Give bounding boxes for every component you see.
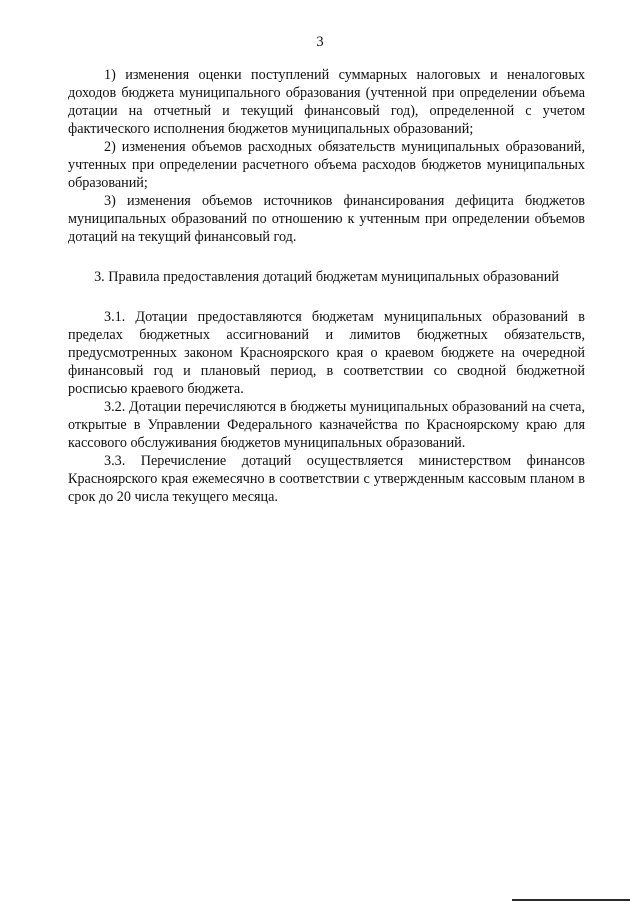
paragraph-3-1: 3.1. Дотации предоставляются бюджетам муниципальных образований в пределах бюджетных ассигнований и лимитов бюджетных обязательств, предусмотренных законом Красноярского края о краевом бюджете на очередной финансовый год и плановый период, в соответствии со сводной бюджетной росписью краевого бюджета. [68, 309, 585, 397]
scan-edge-line [512, 899, 630, 901]
page-number: 3 [316, 34, 324, 50]
list-item-1: 1) изменения оценки поступлений суммарных налоговых и неналоговых доходов бюджета муниципального образования (учтенной при определении объема дотации на отчетный и текущий финансовый год), определенной с учетом фактического исполнения бюджетов муниципальных образований; [68, 67, 585, 137]
list-item-2: 2) изменения объемов расходных обязательств муниципальных образований, учтенных при определении расчетного объема расходов бюджетов муниципальных образований; [68, 139, 585, 191]
paragraph-3-3: 3.3. Перечисление дотаций осуществляется министерством финансов Красноярского края ежемесячно в соответствии с утвержденным кассовым планом в срок до 20 числа текущего месяца. [68, 453, 585, 505]
list-item-3: 3) изменения объемов источников финансирования дефицита бюджетов муниципальных образований по отношению к учтенным при определении объемов дотаций на текущий финансовый год. [68, 193, 585, 245]
spacer [68, 286, 585, 308]
document-body [68, 66, 585, 506]
paragraph-3-2: 3.2. Дотации перечисляются в бюджеты муниципальных образований на счета, открытые в Управлении Федерального казначейства по Красноярскому краю для кассового обслуживания бюджетов муниципальных образований. [68, 399, 585, 451]
section-heading: 3. Правила предоставления дотаций бюджетам муниципальных образований [94, 269, 559, 285]
